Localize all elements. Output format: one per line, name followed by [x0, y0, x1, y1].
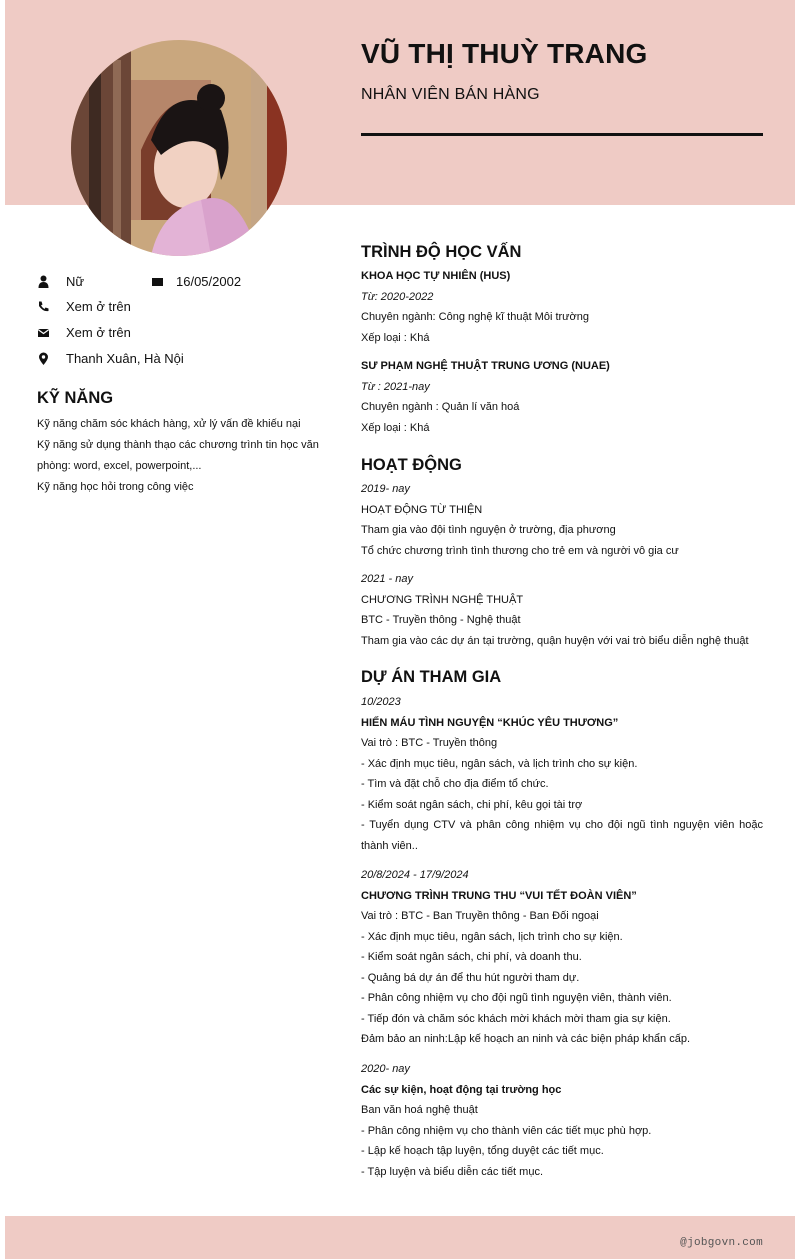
- education-period: Từ : 2021-nay: [361, 380, 430, 393]
- education-period: Từ: 2020-2022: [361, 290, 434, 303]
- project-period: 10/2023: [361, 696, 401, 708]
- project-line: Vai trò : BTC - Ban Truyền thông - Ban Đối ngoại: [361, 910, 599, 922]
- skill-item: Kỹ năng sử dụng thành thạo các chương trình tin học văn phòng: word, excel, powerpoint,...: [37, 439, 319, 472]
- activity-line: Tổ chức chương trình tình thương cho trẻ em và người vô gia cư: [361, 544, 679, 557]
- projects-title: DỰ ÁN THAM GIA: [361, 668, 502, 686]
- project-line: - Phân công nhiệm vụ cho đội ngũ tình nguyện viên, thành viên.: [361, 992, 672, 1004]
- candidate-name: VŨ THỊ THUỲ TRANG: [361, 38, 648, 69]
- phone-icon: [37, 300, 50, 313]
- location-icon: [37, 352, 50, 365]
- project-line: Đảm bảo an ninh:Lập kế hoạch an ninh và các biện pháp khẩn cấp.: [361, 1033, 691, 1045]
- project-name: CHƯƠNG TRÌNH TRUNG THU “VUI TẾT ĐOÀN VIÊN”: [361, 889, 637, 902]
- calendar-icon: [151, 275, 164, 288]
- project-line: - Quảng bá dự án để thu hút người tham dự.: [361, 971, 580, 984]
- person-icon: [37, 275, 50, 288]
- project-name: HIẾN MÁU TÌNH NGUYỆN “KHÚC YÊU THƯƠNG”: [361, 716, 619, 729]
- project-line: - Tìm và đặt chỗ cho địa điểm tổ chức.: [361, 778, 549, 790]
- project-entry: [361, 692, 763, 857]
- skill-item: Kỹ năng học hỏi trong công việc: [37, 481, 194, 493]
- footer-brand: @jobgovn.com: [680, 1237, 763, 1249]
- phone-value: Xem ở trên: [66, 299, 131, 314]
- project-line: - Xác định mục tiêu, ngân sách, và lịch trình cho sự kiện.: [361, 757, 638, 770]
- project-line: - Lập kế hoạch tập luyện, tổng duyệt các tiết mục.: [361, 1145, 604, 1157]
- project-line: Vai trò : BTC - Truyền thông: [361, 737, 498, 749]
- project-line: - Xác định mục tiêu, ngân sách, lịch trình cho sự kiện.: [361, 930, 623, 943]
- activity-line: BTC - Truyền thông - Nghệ thuật: [361, 614, 521, 626]
- address-value: Thanh Xuân, Hà Nội: [66, 351, 184, 366]
- project-line: - Tiếp đón và chăm sóc khách mời khách mời tham gia sự kiện.: [361, 1012, 671, 1025]
- education-entry: [361, 266, 763, 348]
- education-major: Chuyên ngành: Công nghệ kĩ thuật Môi trường: [361, 311, 589, 323]
- education-entry: [361, 356, 763, 438]
- project-entry: [361, 865, 763, 1050]
- school-name: SƯ PHẠM NGHỆ THUẬT TRUNG ƯƠNG (NUAE): [361, 360, 610, 372]
- email-value: Xem ở trên: [66, 325, 131, 340]
- project-line: thành viên..: [361, 840, 418, 852]
- activity-line: Tham gia vào đội tình nguyện ở trường, địa phương: [361, 524, 616, 536]
- skills-title: KỸ NĂNG: [37, 389, 114, 407]
- education-grade: Xếp loại : Khá: [361, 331, 430, 344]
- project-line: - Kiểm soát ngân sách, chi phí, kêu gọi tài trợ: [361, 798, 583, 811]
- activity-name: CHƯƠNG TRÌNH NGHỆ THUẬT: [361, 593, 524, 606]
- project-name: Các sự kiện, hoạt động tại trường học: [361, 1083, 562, 1096]
- activity-name: HOẠT ĐỘNG TỪ THIỆN: [361, 503, 483, 516]
- activities-title: HOẠT ĐỘNG: [361, 456, 462, 474]
- project-period: 20/8/2024 - 17/9/2024: [361, 869, 469, 881]
- mail-icon: [37, 326, 50, 339]
- activity-period: 2021 - nay: [361, 573, 413, 585]
- education-major: Chuyên ngành : Quản lí văn hoá: [361, 401, 520, 413]
- project-line: Ban văn hoá nghệ thuật: [361, 1104, 478, 1116]
- education-grade: Xếp loại : Khá: [361, 421, 430, 434]
- project-line: - Kiểm soát ngân sách, chi phí, và doanh thu.: [361, 951, 582, 963]
- activity-entry: [361, 479, 763, 561]
- school-name: KHOA HỌC TỰ NHIÊN (HUS): [361, 270, 511, 282]
- project-entry: [361, 1059, 763, 1182]
- project-line: - Phân công nhiệm vụ cho thành viên các tiết mục phù hợp.: [361, 1124, 652, 1137]
- footer-band: [5, 1216, 795, 1259]
- project-line: - Tuyển dụng CTV và phân công nhiệm vụ cho đội ngũ tình nguyện viên hoặc: [361, 819, 763, 831]
- header-divider: [361, 133, 763, 136]
- activity-entry: [361, 569, 763, 651]
- dob-value: 16/05/2002: [176, 274, 242, 289]
- education-title: TRÌNH ĐỘ HỌC VẤN: [361, 243, 522, 261]
- skill-item: Kỹ năng chăm sóc khách hàng, xử lý vấn đề khiếu nại: [37, 418, 301, 430]
- activity-line: Tham gia vào các dự án tại trường, quận huyện với vai trò biểu diễn nghệ thuật: [361, 634, 749, 647]
- candidate-role: NHÂN VIÊN BÁN HÀNG: [361, 86, 540, 103]
- profile-photo: [71, 40, 287, 256]
- project-line: - Tập luyện và biểu diễn các tiết mục.: [361, 1165, 544, 1178]
- project-period: 2020- nay: [361, 1063, 410, 1075]
- gender-value: Nữ: [66, 274, 85, 289]
- activity-period: 2019- nay: [361, 483, 410, 495]
